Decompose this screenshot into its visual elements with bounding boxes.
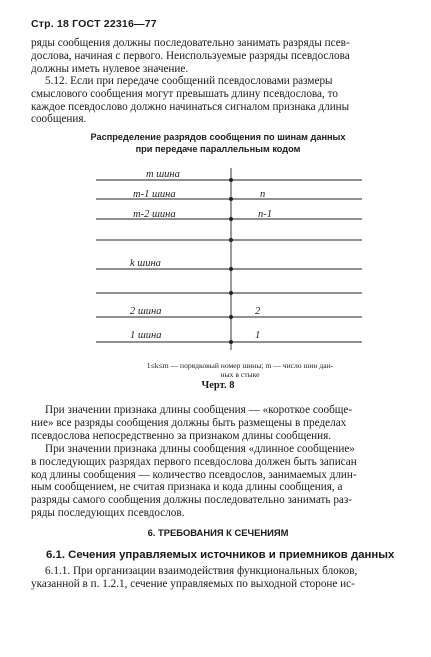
subsection-heading: 6.1. Сечения управляемых источников и приемников данных — [46, 549, 395, 561]
note-line: 1≤k≤m — порядковый номер шины; m — число шин дан- — [146, 361, 334, 370]
junction-dot — [229, 267, 233, 271]
row-label-left: m-2 шина — [133, 209, 176, 220]
text-line: дослова, начиная с первого. Неиспользуемые разряды псевдослова — [31, 49, 350, 62]
row-label-left: m шина — [146, 169, 180, 180]
row-label-left: k шина — [130, 258, 161, 269]
junction-dot — [229, 178, 233, 182]
row-label-right: n-1 — [258, 209, 272, 220]
junction-dot — [229, 217, 233, 221]
row-label-right: 2 — [255, 306, 261, 317]
text-line: код длины сообщения — количество псевдослов, занимаемых длин- — [31, 468, 357, 481]
paragraph-short-message — [31, 404, 405, 442]
row-label-left: 1 шина — [130, 330, 162, 341]
text-line: псевдослова непосредственно за признаком длины сообщения. — [31, 429, 332, 442]
caption-line: при передаче параллельным кодом — [135, 144, 301, 154]
text-line: При значении признака длины сообщения — «короткое сообще- — [45, 404, 353, 416]
text-line: каждое псевдослово должно начинаться сигналом признака длины — [31, 100, 350, 113]
paragraph-long-message — [31, 443, 405, 520]
junction-dot — [229, 291, 233, 295]
row-label-left: 2 шина — [130, 306, 162, 317]
text-line: в последующих разрядах первого псевдослова должен быть записан — [31, 455, 357, 468]
caption-line: Распределение разрядов сообщения по шинам данных — [90, 132, 346, 142]
text-line: 6.1.1. При организации взаимодействия функциональных блоков, — [45, 565, 358, 577]
junction-dot — [229, 315, 233, 319]
text-line: сообщения. — [31, 113, 87, 126]
text-line: смыслового сообщения могут превышать длину псевдослова, то — [31, 87, 338, 100]
page-header: Стр. 18 ГОСТ 22316—77 — [31, 18, 157, 30]
text-line: ряды сообщения должны последовательно занимать разряды псев- — [31, 37, 350, 49]
text-line: ным сообщением, не считая признака и кода длины сообщения, а — [31, 481, 343, 494]
figure-note — [115, 361, 365, 379]
text-line: разряды самого сообщения должны последовательно занимать раз- — [31, 494, 353, 507]
paragraph-6-1-1 — [31, 565, 405, 591]
row-label-right: n — [260, 189, 266, 200]
text-line: должны иметь нулевое значение. — [31, 62, 189, 75]
junction-dot — [229, 238, 233, 242]
figure-label: Черт. 8 — [201, 380, 235, 391]
text-line: При значении признака длины сообщения «длинное сообщение» — [45, 443, 355, 455]
row-label-right: 1 — [255, 330, 261, 341]
text-line: указанной в п. 1.2.1, сечение управляемых по выходной стороне ис- — [31, 577, 355, 590]
text-line: ние» все разряды сообщения должны быть размещены в пределах — [31, 416, 347, 429]
row-label-left: m-1 шина — [133, 189, 176, 200]
text-line: 5.12. Если при передаче сообщений псевдословами размеры — [45, 75, 333, 87]
junction-dot — [229, 340, 233, 344]
junction-dot — [229, 197, 233, 201]
text-line: ряды последующих псевдослов. — [31, 506, 185, 519]
note-line: ных в стыке — [220, 370, 260, 379]
section-heading: 6. ТРЕБОВАНИЯ К СЕЧЕНИЯМ — [147, 527, 289, 538]
